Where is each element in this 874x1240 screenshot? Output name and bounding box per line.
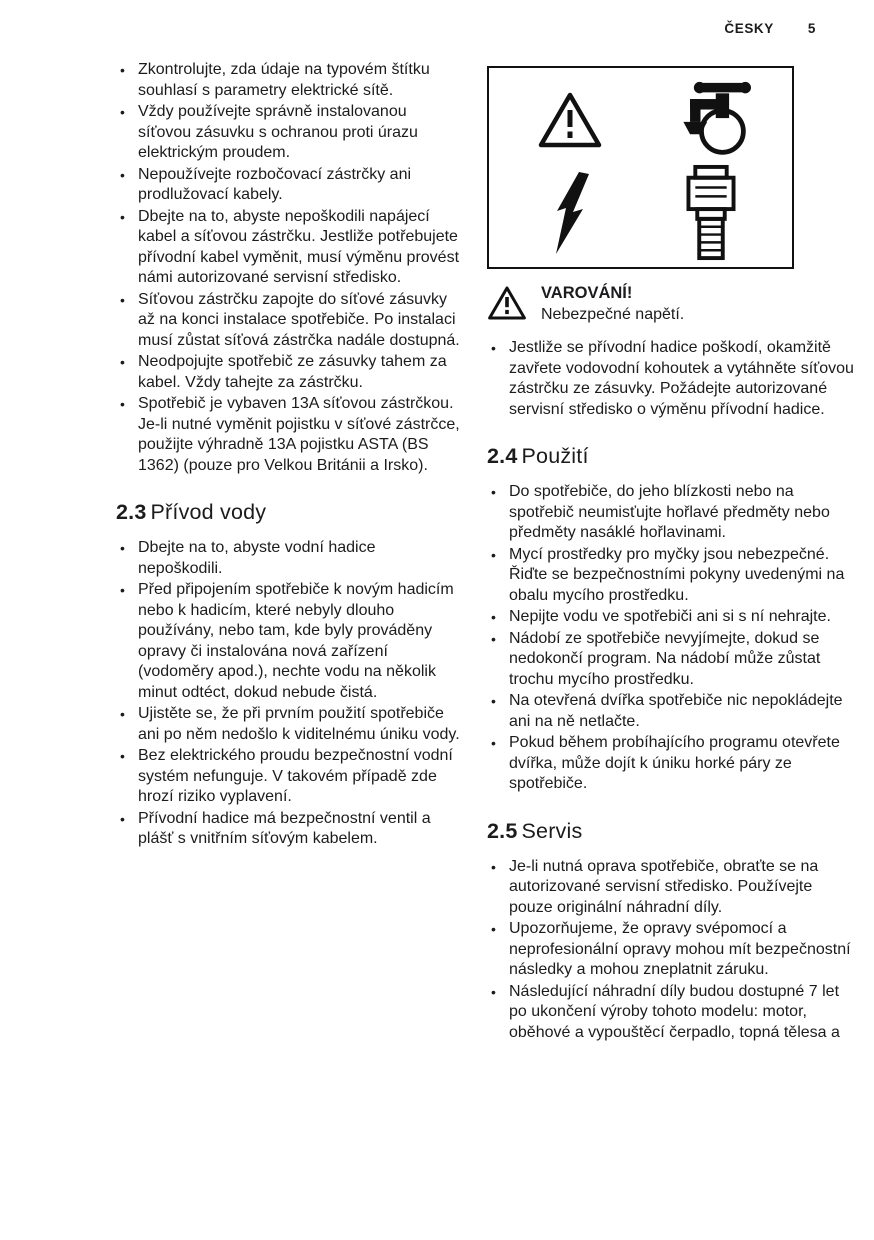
list-item [487, 545, 855, 607]
list-item [116, 704, 461, 745]
list-item-text: Následující náhradní díly budou dostupné 7 let po ukončení výroby tohoto modelu: motor, oběhové a vypouštěcí čerpadlo, topná tělesa a [509, 982, 840, 1041]
page-number: 5 [807, 21, 816, 36]
list-item [116, 538, 461, 579]
list-item-text: Neodpojujte spotřebič ze zásuvky tahem za kabel. Vždy tahejte za zástrčku. [138, 353, 447, 391]
bullet-dot: • [491, 735, 496, 751]
list-item [487, 919, 855, 981]
list-item-text: Nepijte vodu ve spotřebiči ani si s ní nehrajte. [509, 608, 831, 625]
list-item-text: Nádobí ze spotřebiče nevyjímejte, dokud se nedokončí program. Na nádobí může zůstat trochu mycího prostředku. [509, 629, 821, 688]
bullet-dot: • [491, 630, 496, 647]
list-item [116, 809, 461, 850]
list-item-text: Ujistěte se, že při prvním použití spotřebiče ani po něm nedošlo k viditelnému úniku vody. [138, 705, 460, 743]
list-item [487, 607, 855, 628]
list-item-text: Mycí prostředky pro myčky jsou nebezpečné. Řiďte se bezpečnostními pokyny uvedenými na obalu mycího prostředku. [509, 545, 845, 604]
list-item [487, 733, 855, 795]
water-supply-list [116, 538, 461, 850]
bullet-dot: • [120, 540, 125, 556]
section-title: Použití [521, 444, 589, 468]
bullet-dot: • [120, 810, 125, 827]
section-heading-service [487, 819, 855, 844]
warning-text [541, 283, 684, 325]
list-item [116, 746, 461, 808]
content-columns [116, 60, 855, 1044]
list-item [487, 857, 855, 919]
list-item [116, 352, 461, 393]
list-item [116, 580, 461, 703]
list-item-text: Síťovou zástrčku zapojte do síťové zásuvky až na konci instalace spotřebiče. Po instalaci musí zůstat síťová zástrčka nadále dostupná. [138, 290, 460, 349]
left-column [116, 60, 461, 1044]
bullet-dot: • [120, 582, 125, 598]
list-item [116, 394, 461, 476]
high-voltage-icon [550, 171, 590, 255]
bullet-dot: • [491, 983, 496, 1000]
bullet-dot: • [120, 706, 125, 722]
list-item-text: Bez elektrického proudu bezpečnostní vodní systém nefunguje. V takovém případě zde hrozí riziko vyplavení. [138, 747, 453, 805]
warning-triangle-icon [537, 90, 603, 150]
list-item-text: Jestliže se přívodní hadice poškodí, okamžitě zavřete vodovodní kohoutek a vytáhněte síťovou zástrčku ze zásuvky. Požádejte autorizované servisní středisko o výměnu přívodní hadice. [509, 339, 854, 418]
list-item [116, 165, 461, 206]
warning-title: VAROVÁNÍ! [541, 284, 633, 302]
list-item [116, 102, 461, 164]
bullet-dot: • [120, 166, 125, 183]
list-item-text: Na otevřená dvířka spotřebiče nic nepokládejte ani na ně netlačte. [509, 692, 843, 730]
bullet-dot: • [120, 62, 125, 78]
warning-subtitle: Nebezpečné napětí. [541, 306, 685, 323]
language-label: ČESKY [724, 21, 774, 36]
bullet-dot: • [491, 340, 496, 356]
bullet-dot: • [120, 208, 125, 225]
service-list [487, 857, 855, 1044]
bullet-dot: • [120, 354, 125, 370]
list-item [487, 338, 855, 420]
section-number: 2.4 [487, 444, 518, 468]
section-number: 2.5 [487, 818, 518, 843]
section-heading-usage [487, 444, 855, 469]
warning-block [487, 283, 855, 326]
water-tap-icon [671, 76, 751, 164]
list-item [116, 60, 461, 101]
usage-list [487, 482, 855, 795]
bullet-dot: • [120, 748, 125, 764]
bullet-dot: • [491, 546, 496, 563]
section-title: Servis [521, 818, 583, 843]
bullet-dot: • [491, 858, 496, 875]
section-heading-water-supply [116, 500, 461, 525]
warning-list [487, 338, 855, 420]
list-item-text: Zkontrolujte, zda údaje na typovém štítku souhlasí s parametry elektrické sítě. [138, 61, 430, 99]
page-header [724, 21, 816, 36]
section-title: Přívod vody [150, 500, 267, 524]
list-item-text: Upozorňujeme, že opravy svépomocí a neprofesionální opravy mohou mít bezpečnostní následky a mohou zneplatnit záruku. [509, 920, 851, 978]
list-item-text: Před připojením spotřebiče k novým hadicím nebo k hadicím, které nebyly dlouho používány, nebo tam, kde byly prováděny opravy či instalována nová zařízení (vodoměry apod.), nechte vodu na několik minut odtéct, dokud nebude čistá. [138, 581, 454, 701]
bullet-dot: • [491, 693, 496, 709]
bullet-dot: • [120, 396, 125, 412]
warning-triangle-icon [487, 283, 527, 326]
electrical-safety-list [116, 60, 461, 476]
safety-icon-box [487, 66, 794, 269]
list-item [487, 982, 855, 1044]
list-item-text: Dbejte na to, abyste vodní hadice nepoškodili. [138, 539, 376, 577]
list-item [487, 482, 855, 544]
list-item-text: Je-li nutná oprava spotřebiče, obraťte se na autorizované servisní středisko. Používejte pouze originální náhradní díly. [509, 857, 819, 916]
list-item-text: Nepoužívejte rozbočovací zástrčky ani prodlužovací kabely. [138, 165, 412, 203]
list-item [487, 629, 855, 691]
bullet-dot: • [120, 291, 125, 308]
list-item-text: Vždy používejte správně instalovanou síťovou zásuvku s ochranou proti úrazu elektrickým proudem. [138, 103, 418, 161]
right-column [487, 60, 855, 1044]
section-number: 2.3 [116, 500, 147, 524]
list-item-text: Pokud během probíhajícího programu otevřete dvířka, může dojít k úniku horké páry ze spotřebiče. [509, 734, 840, 792]
list-item-text: Do spotřebiče, do jeho blízkosti nebo na spotřebič neumisťujte hořlavé předměty nebo předměty nasáklé hořlavinami. [509, 483, 830, 541]
list-item [116, 207, 461, 289]
inlet-hose-connector-icon [683, 164, 739, 262]
list-item [116, 290, 461, 352]
bullet-dot: • [491, 484, 496, 500]
list-item [487, 691, 855, 732]
bullet-dot: • [120, 104, 125, 120]
list-item-text: Přívodní hadice má bezpečnostní ventil a plášť s vnitřním síťovým kabelem. [138, 809, 431, 847]
list-item-text: Dbejte na to, abyste nepoškodili napájecí kabel a síťovou zástrčku. Jestliže potřebujete přívodní kabel vyměnit, musí výměnu provést námi autorizované servisní středisko. [138, 207, 460, 286]
bullet-dot: • [491, 921, 496, 937]
bullet-dot: • [491, 609, 496, 625]
list-item-text: Spotřebič je vybaven 13A síťovou zástrčkou. Je-li nutné vyměnit pojistku v síťové zástrčce, použijte výhradně 13A pojistku ASTA (BS 1362) (pouze pro Velkou Británii a Irsko). [138, 395, 460, 474]
